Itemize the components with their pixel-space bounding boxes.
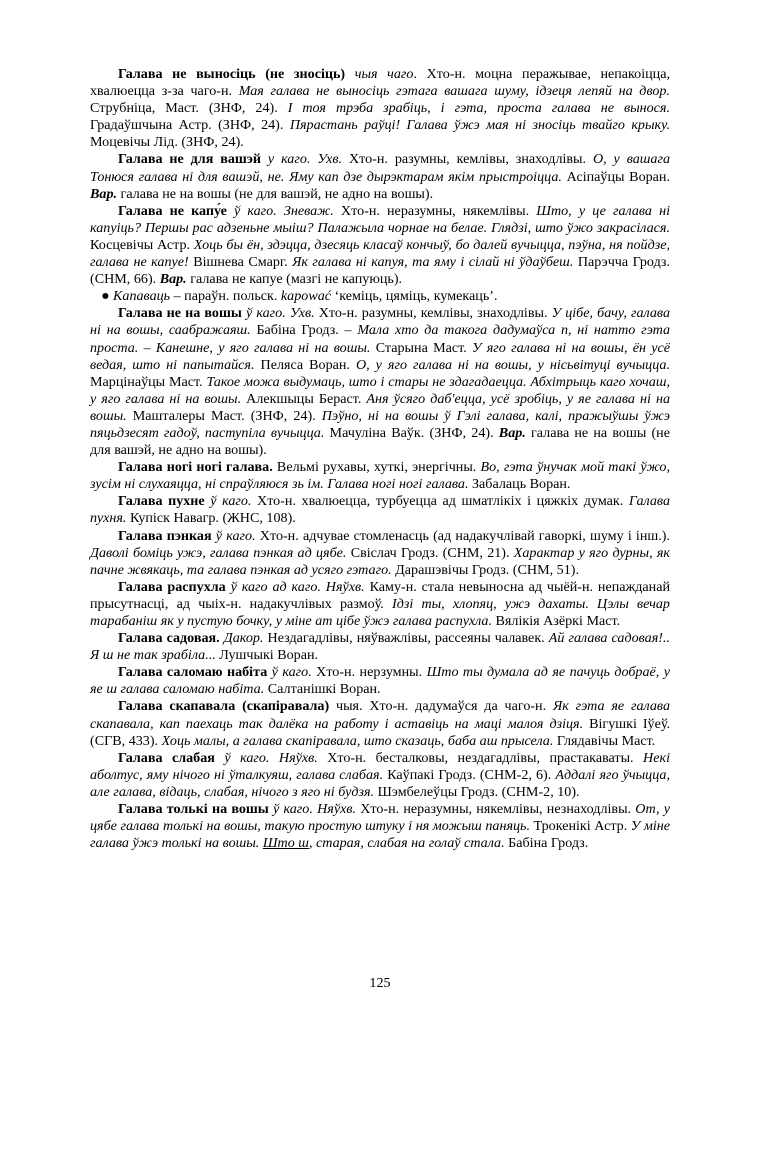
entry-headword: Галава слабая bbox=[118, 749, 215, 766]
entry-source: Алекшыцы Бераст. bbox=[241, 390, 367, 407]
entry-variant-label: Вар. bbox=[90, 185, 118, 202]
entry-grammar: ў каго. bbox=[267, 664, 312, 681]
entry-example: І тоя трэба зрабіць, і гэта, проста галава не вынося. bbox=[287, 100, 670, 117]
entry-source: Вігушкі Іўеў. (СГВ, 433). bbox=[90, 715, 670, 749]
dictionary-entry bbox=[90, 66, 670, 151]
entry-source: Лушчыкі Воран. bbox=[215, 647, 319, 664]
entry-label: Няўхв. bbox=[320, 578, 365, 595]
note-foreign-term: kapować bbox=[280, 288, 332, 305]
dictionary-entry bbox=[90, 528, 670, 579]
entry-definition: Хто-н. хвалюецца, турбуецца ад шматлікіх і цяжкіх думак. bbox=[251, 493, 629, 510]
entry-example: Як галава ні капуя, та яму і сілай ні ўдаўбеш. bbox=[292, 254, 574, 271]
entry-label: Ухв. bbox=[310, 151, 343, 168]
entry-example: Аня ўсяго даб'ецца, усё зробіць, у яе галава ні на вошы. bbox=[90, 390, 670, 424]
entry-variant-label: Вар. bbox=[498, 424, 526, 441]
entry-source: Бабіна Гродз. bbox=[504, 835, 589, 852]
page-number: 125 bbox=[369, 975, 391, 991]
entry-example: Ай галава садовая!.. Я ш не так зрабіла... bbox=[90, 630, 671, 664]
entry-source: Трокенікі Астр. bbox=[529, 818, 631, 835]
entry-source: Асіпаўцы Воран. bbox=[561, 168, 670, 185]
note-gloss: ‘кеміць, цяміць, кумекаць’. bbox=[331, 288, 498, 305]
entry-source: Машталеры Маст. (ЗНФ, 24). bbox=[126, 407, 322, 424]
entry-source: Градаўшчына Астр. (ЗНФ, 24). bbox=[90, 117, 290, 134]
entry-definition: Нездагадлівы, няўважлівы, рассеяны чалавек. bbox=[263, 630, 549, 647]
etymology-note bbox=[90, 288, 670, 305]
entry-example: Хоць малы, а галава скапіравала, што сказаць, баба аш прысела. bbox=[161, 732, 554, 749]
entry-headword: Галава скапавала (скапіравала) bbox=[118, 698, 330, 715]
entry-grammar: у каго. bbox=[261, 151, 311, 168]
entry-headword: Галава садовая. bbox=[118, 630, 220, 647]
entry-headword: Галава толькі на вошы bbox=[118, 801, 269, 818]
dictionary-entry bbox=[90, 459, 670, 493]
entry-label: Дакор. bbox=[219, 630, 264, 647]
entry-headword: Галава распухла bbox=[118, 578, 226, 595]
entry-example: Як гэта яе галава скапавала, кап паехаць так далёка на работу і аставіць на маці малоя дзіця. bbox=[90, 698, 670, 732]
entry-example: Некі аболтус, яму нічого ні ўталкуяш, галава слабая. bbox=[90, 749, 670, 783]
entry-definition: Хто-н. неразумны, някемлівы. bbox=[333, 202, 537, 219]
entry-source: Вялікія Азёркі Маст. bbox=[492, 613, 621, 629]
entry-headword: Галава саломаю набіта bbox=[118, 664, 268, 681]
entry-example: Аддалі яго ўчыцца, але галава, відаць, слабая, нічого з яго ні будзя. bbox=[90, 766, 670, 800]
entry-example: , старая, слабая на голаў стала. bbox=[308, 835, 505, 852]
entry-source: Салтанішкі Воран. bbox=[264, 681, 381, 698]
entry-source: Каўпакі Гродз. (СНМ-2, 6). bbox=[383, 766, 556, 783]
entry-example: Хоць бы ён, здэцца, дзесяць класаў кончыў, бо далей вучыцца, пэўна, ня пойдзе, галава не капуе! bbox=[90, 236, 671, 271]
entry-definition: Хто-н. разумны, кемлівы, знаходлівы. bbox=[342, 151, 593, 168]
entry-variant: галава не на вошы (не для вашэй, не адно на вошы). bbox=[90, 424, 670, 459]
entry-variant: галава не капуе (мазгі не капуюць). bbox=[186, 271, 403, 288]
entry-definition: Хто-н. нерзумны. bbox=[311, 664, 427, 681]
note-term: Капаваць bbox=[113, 288, 171, 305]
entry-label: Няўхв. bbox=[312, 801, 356, 818]
entry-grammar: чыя. bbox=[329, 698, 363, 715]
entry-variant: галава не на вошы (не для вашэй, не адно на вошы). bbox=[117, 185, 434, 202]
dictionary-entry bbox=[90, 579, 670, 630]
entry-example: Што, у це галава ні капуіць? Першы рас адзеньне мыіш? Палажыла чорнае на белае. Глядзі, што ўжо закрасілася. bbox=[90, 202, 670, 236]
entry-source: Пеляса Воран. bbox=[254, 356, 356, 373]
entry-headword: Галава не на вошы bbox=[118, 305, 242, 322]
entry-example: Пярастань раўці! Галава ўжэ мая ні зносіць твайго крыку. bbox=[289, 117, 670, 134]
entry-example: Характар у яго дурны, як пачне жвякаць, та галава пэнкая ад усяго гэтаго. bbox=[90, 544, 670, 578]
entry-source: Вішнева Смарг. bbox=[188, 254, 293, 271]
dictionary-entry bbox=[90, 698, 670, 749]
dictionary-entry bbox=[90, 630, 670, 664]
page-body bbox=[90, 66, 670, 852]
note-text: – параўн. польск. bbox=[170, 288, 281, 305]
entry-example: У цібе, бачу, галава ні на вошы, саабражаяш. bbox=[90, 305, 670, 339]
entry-source: Шэмбелеўцы Гродз. (СНМ-2, 10). bbox=[374, 783, 580, 800]
entry-headword: Галава не капу́е bbox=[118, 202, 227, 219]
entry-definition: Хто-н. адчувае стомленасць (ад надакучлівай гаворкі, шуму і інш.). bbox=[255, 527, 670, 544]
entry-variant-label: Вар. bbox=[159, 271, 187, 288]
entry-definition: Каму-н. стала невыносна ад чыёй-н. непажданай прысутнасці, ад чыіх-н. надакучлівых размоў. bbox=[90, 578, 671, 612]
entry-definition: Хто-н. разумны, кемлівы, знаходлівы. bbox=[314, 305, 552, 322]
entry-source: Парэчча Гродз. (СНМ, 66). bbox=[90, 254, 671, 288]
entry-source: Мачуліна Ваўк. (ЗНФ, 24). bbox=[324, 424, 499, 441]
entry-source: Бабіна Гродз. bbox=[250, 322, 345, 339]
entry-headword: Галава пэнкая bbox=[118, 527, 212, 544]
entry-grammar: ў каго ад каго. bbox=[225, 578, 321, 595]
entry-source: Забалаць Воран. bbox=[468, 476, 571, 493]
entry-example: Во, гэта ўнучак мой такі ўжо, зусім ні слухаяцца, ні спраўляюся зь ім. Галава ногі ногі галава. bbox=[90, 459, 670, 493]
entry-example: От, у цябе галава толькі на вошы, такую простую штуку і ня можыш паняць. bbox=[90, 801, 670, 835]
dictionary-entry bbox=[90, 750, 670, 801]
entry-example: Такое можа выдумаць, што і стары не здагадаецца. Абхітрыць каго хочаш, у яго галава ні на вошы. bbox=[90, 373, 670, 407]
entry-example: Пэўно, ні на вошы ў Гэлі галава, калі, пражыўшы ўжэ пяцьдзесят гадоў, паступіла вучыцца. bbox=[90, 407, 671, 441]
entry-grammar: чыя чаго bbox=[345, 66, 414, 82]
entry-source: Марцінаўцы Маст. bbox=[90, 373, 207, 390]
entry-example: Галава пухня. bbox=[90, 493, 670, 527]
bullet-icon: ● bbox=[101, 288, 110, 305]
dictionary-entry bbox=[90, 664, 670, 698]
entry-label: Няўхв. bbox=[269, 749, 318, 766]
entry-example: О, у вашага Тонюся галава ні для вашэй, не. Яму кап дзе дырэктарам якім прыстроіцца. bbox=[90, 151, 671, 185]
dictionary-entry bbox=[90, 493, 670, 527]
dictionary-entry bbox=[90, 151, 670, 202]
entry-grammar: ў каго. bbox=[226, 202, 277, 219]
entry-definition: Хто-н. дадумаўся да чаго-н. bbox=[362, 698, 553, 715]
entry-definition: Хто-н. неразумны, някемлівы, незнаходлівы. bbox=[355, 801, 636, 818]
entry-headword: Галава пухне bbox=[118, 493, 205, 510]
entry-grammar: ў каго. bbox=[268, 801, 313, 818]
entry-example: У міне галава ўжэ толькі на вошы. bbox=[90, 818, 670, 852]
entry-example: Ідзі ты, хлопяц, ужэ дахаты. Цэлы вечар тарабаніш як у пустую бочку, у міне ат цібе ўжэ галава распухла. bbox=[90, 595, 670, 629]
entry-example: О, у яго галава ні на вошы, у нісьвітуці вучыцца. bbox=[355, 356, 671, 373]
entry-label: Ухв. bbox=[285, 305, 315, 322]
entry-source: Струбніца, Маст. (ЗНФ, 24). bbox=[90, 100, 288, 117]
entry-grammar: ў каго. bbox=[204, 493, 252, 510]
entry-grammar: ў каго. bbox=[241, 305, 286, 322]
entry-grammar: ў каго. bbox=[211, 527, 256, 544]
entry-source: Косцевічы Астр. bbox=[90, 236, 194, 253]
dictionary-entry bbox=[90, 801, 670, 852]
dictionary-entry bbox=[90, 305, 670, 459]
entry-definition: Вельмі рухавы, хуткі, энергічны. bbox=[272, 459, 481, 476]
entry-source: Моцевічы Лід. (ЗНФ, 24). bbox=[90, 134, 244, 151]
entry-example: Што ты думала ад яе пачуць добраё, у яе ш галава саломаю набіта. bbox=[90, 664, 670, 698]
entry-example: – Мала хто да такога дадумаўса п, ні натто гэта проста. – Канешне, у яго галава ні на вошы. bbox=[90, 322, 671, 356]
entry-definition: Хто-н. бесталковы, нездагадлівы, прастакаваты. bbox=[317, 749, 644, 766]
entry-example-underlined: Што ш bbox=[262, 835, 309, 852]
entry-definition: . Хто-н. моцна перажывае, непакоіцца, хвалюецца з-за чаго-н. bbox=[90, 66, 670, 100]
entry-grammar: ў каго. bbox=[214, 749, 270, 766]
entry-example: У яго галава ні на вошы, ён усё ведая, што ні папытайся. bbox=[90, 339, 671, 373]
entry-headword: Галава не выносіць (не зносіць) bbox=[118, 66, 346, 82]
entry-example: Мая галава не выносіць гэтага вашага шуму, ідзеця лепяй на двор. bbox=[238, 83, 670, 100]
entry-source: Старына Маст. bbox=[370, 339, 473, 356]
entry-headword: Галава не для вашэй bbox=[118, 151, 262, 168]
dictionary-entry bbox=[90, 203, 670, 288]
entry-source: Свіслач Гродз. (СНМ, 21). bbox=[346, 544, 514, 561]
entry-source: Дарашэвічы Гродз. (СНМ, 51). bbox=[391, 561, 579, 578]
entry-example: Даволі боміць ужэ, галава пэнкая ад цябе. bbox=[90, 544, 347, 561]
entry-label: Зневаж. bbox=[276, 202, 334, 219]
entry-source: Глядавічы Маст. bbox=[553, 732, 656, 749]
entry-source: Купіск Навагр. (ЖНС, 108). bbox=[126, 510, 296, 527]
entry-headword: Галава ногі ногі галава. bbox=[118, 459, 273, 476]
